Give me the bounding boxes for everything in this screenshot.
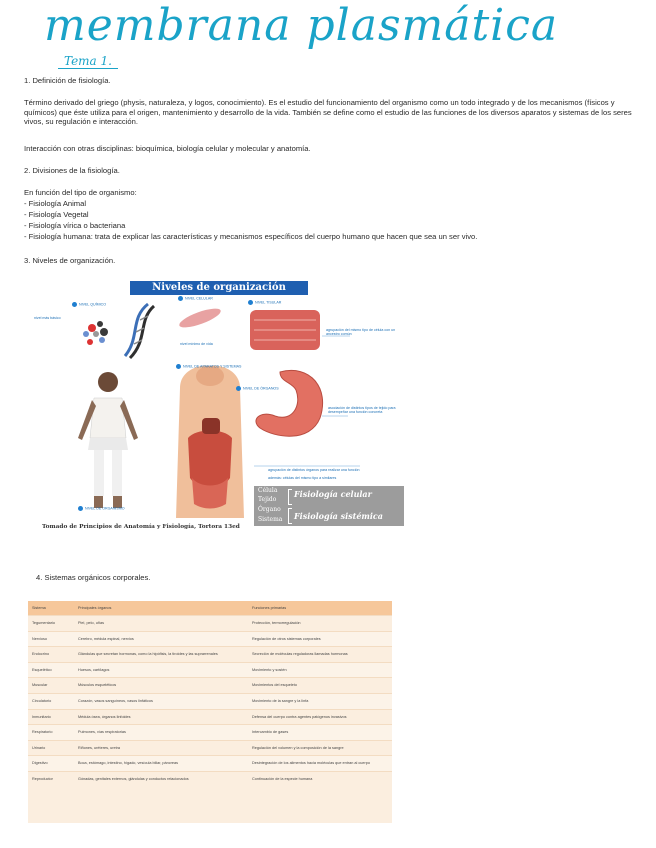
group-systemic-physiology: Fisiología sistémica [294, 511, 383, 521]
min-life-note: nivel mínimo de vida [180, 342, 213, 346]
section-3-heading: 3. Niveles de organización. [24, 256, 116, 265]
functions-cell: Regulación de otros sistemas corporales [248, 631, 392, 647]
table-header: Principales órganos [74, 601, 248, 616]
organs-cell: Músculos esqueléticos [74, 678, 248, 694]
section-4-heading: 4. Sistemas orgánicos corporales. [36, 573, 151, 582]
division-item: - Fisiología vírica o bacteriana [24, 221, 126, 230]
cell-icon [177, 305, 222, 331]
organs-cell: Gónadas, genitales externos, glándulas y conductos relacionados [74, 771, 248, 787]
system-note: agrupación de distintos órganos para realizar una función [268, 468, 360, 472]
table-row [28, 662, 392, 678]
functions-cell: Movimiento de la sangre y la linfa [248, 693, 392, 709]
stomach-icon [256, 370, 323, 436]
section-2-heading: 2. Divisiones de la fisiología. [24, 166, 120, 175]
torso-icon [176, 366, 244, 518]
system-note-2: además: células del mismo tipo a similares [268, 476, 337, 480]
system-cell: Tegumentario [28, 616, 74, 632]
tissue-icon [250, 310, 320, 350]
section-1-paragraph: Término derivado del griego (physis, naturaleza, y logos, conocimiento). Es el estudio del funcionamiento del organismo como un todo integrado y de los mecanismos (físicos y químicos) que éste utiliza para el origen, mantenimiento y desarrollo de la vida. También se define como el estudio de las funciones de los diversos aparatos y sistemas de los seres vivos, su regulación e interacción. [24, 98, 632, 127]
functions-cell: Movimiento y sostén [248, 662, 392, 678]
organs-cell: Glándulas que secretan hormonas, como la hipófisis, la tiroides y las suprarrenales [74, 647, 248, 663]
page-title: membrana plasmática [44, 0, 559, 51]
molecule-icon [83, 321, 108, 345]
section-2-intro: En función del tipo de organismo: [24, 188, 137, 197]
organs-cell: Boca, estómago, intestino, hígado, vesícula biliar, páncreas [74, 756, 248, 772]
system-cell: Urinario [28, 740, 74, 756]
system-level-label: NIVEL DE APARATOS Y SISTEMAS [176, 364, 241, 369]
system-cell: Reproductor [28, 771, 74, 787]
levels-summary-box [254, 486, 404, 526]
level-tissue: Tejido [258, 496, 277, 503]
table-row [28, 693, 392, 709]
table-row [28, 616, 392, 632]
cellular-level-label: NIVEL CELULAR [178, 296, 213, 301]
system-cell: Esquelético [28, 662, 74, 678]
level-organ: Órgano [258, 506, 281, 513]
tissue-level-label: NIVEL TISULAR [248, 300, 281, 305]
chemical-level-label: NIVEL QUÍMICO [72, 302, 106, 307]
group-cellular-physiology: Fisiología celular [294, 489, 372, 499]
table-row [28, 756, 392, 772]
organs-cell: Riñones, uréteres, uretra [74, 740, 248, 756]
figure-title: Niveles de organización [130, 281, 308, 295]
division-item: - Fisiología Vegetal [24, 210, 89, 219]
section-1-heading: 1. Definición de fisiología. [24, 76, 111, 85]
section-1-interaction: Interacción con otras disciplinas: bioquímica, biología celular y molecular y anatomía. [24, 144, 311, 153]
subtitle-underline [58, 68, 118, 69]
system-cell: Muscular [28, 678, 74, 694]
functions-cell: Defensa del cuerpo contra agentes patógenos invasivos [248, 709, 392, 725]
figure-caption: Tomado de Principios de Anatomía y Fisiología, Tortora 13ed [42, 524, 240, 530]
level-system: Sistema [258, 516, 283, 523]
organ-systems-table [28, 601, 392, 823]
organs-cell: Pulmones, vías respiratorias [74, 725, 248, 741]
functions-cell: Secreción de moléculas reguladoras llamadas hormonas [248, 647, 392, 663]
table-body [28, 616, 392, 788]
organ-note: asociación de distintos tipos de tejido para desempeñar una función concreta [328, 406, 396, 415]
functions-cell: Continuación de la especie humana [248, 771, 392, 787]
table-row [28, 709, 392, 725]
table-header: Sistema [28, 601, 74, 616]
table-row [28, 771, 392, 787]
functions-cell: Intercambio de gases [248, 725, 392, 741]
system-cell: Respiratorio [28, 725, 74, 741]
table-row [28, 647, 392, 663]
organs-cell: Piel, pelo, uñas [74, 616, 248, 632]
organization-levels-figure [30, 278, 410, 536]
human-organism-icon [78, 372, 138, 508]
functions-cell: Protección, termorregulación [248, 616, 392, 632]
organ-level-label: NIVEL DE ÓRGANOS [236, 386, 279, 391]
system-cell: Inmunitario [28, 709, 74, 725]
system-cell: Circulatorio [28, 693, 74, 709]
tissue-note: agrupación del mismo tipo de célula con un ancestro común [326, 328, 396, 337]
functions-cell: Desintegración de los alimentos hacia moléculas que entran al cuerpo [248, 756, 392, 772]
division-item: - Fisiología humana: trata de explicar las características y mecanismos específicos del cuerpo humano que hacen que sea un ser vivo. [24, 232, 478, 241]
table-header: Funciones primarias [248, 601, 392, 616]
functions-cell: Regulación del volumen y la composición de la sangre [248, 740, 392, 756]
division-item: - Fisiología Animal [24, 199, 87, 208]
dna-icon [125, 304, 154, 358]
organs-cell: Huesos, cartílagos [74, 662, 248, 678]
table-row [28, 740, 392, 756]
bracket-cellular [288, 489, 292, 505]
organs-cell: Cerebro, médula espinal, nervios [74, 631, 248, 647]
page-subtitle: Tema 1. [64, 54, 112, 68]
system-cell: Digestivo [28, 756, 74, 772]
table-row [28, 631, 392, 647]
basic-level-note: nivel más básico [34, 316, 61, 320]
table-row [28, 678, 392, 694]
organs-cell: Corazón, vasos sanguíneos, vasos linfáticos [74, 693, 248, 709]
system-cell: Endocrino [28, 647, 74, 663]
organism-level-label: NIVEL DE ORGANISMO [78, 506, 125, 511]
organs-cell: Médula ósea, órganos linfoides [74, 709, 248, 725]
level-cell: Célula [258, 487, 278, 494]
functions-cell: Movimientos del esqueleto [248, 678, 392, 694]
bracket-systemic [288, 508, 292, 524]
system-cell: Nervioso [28, 631, 74, 647]
table-row [28, 725, 392, 741]
